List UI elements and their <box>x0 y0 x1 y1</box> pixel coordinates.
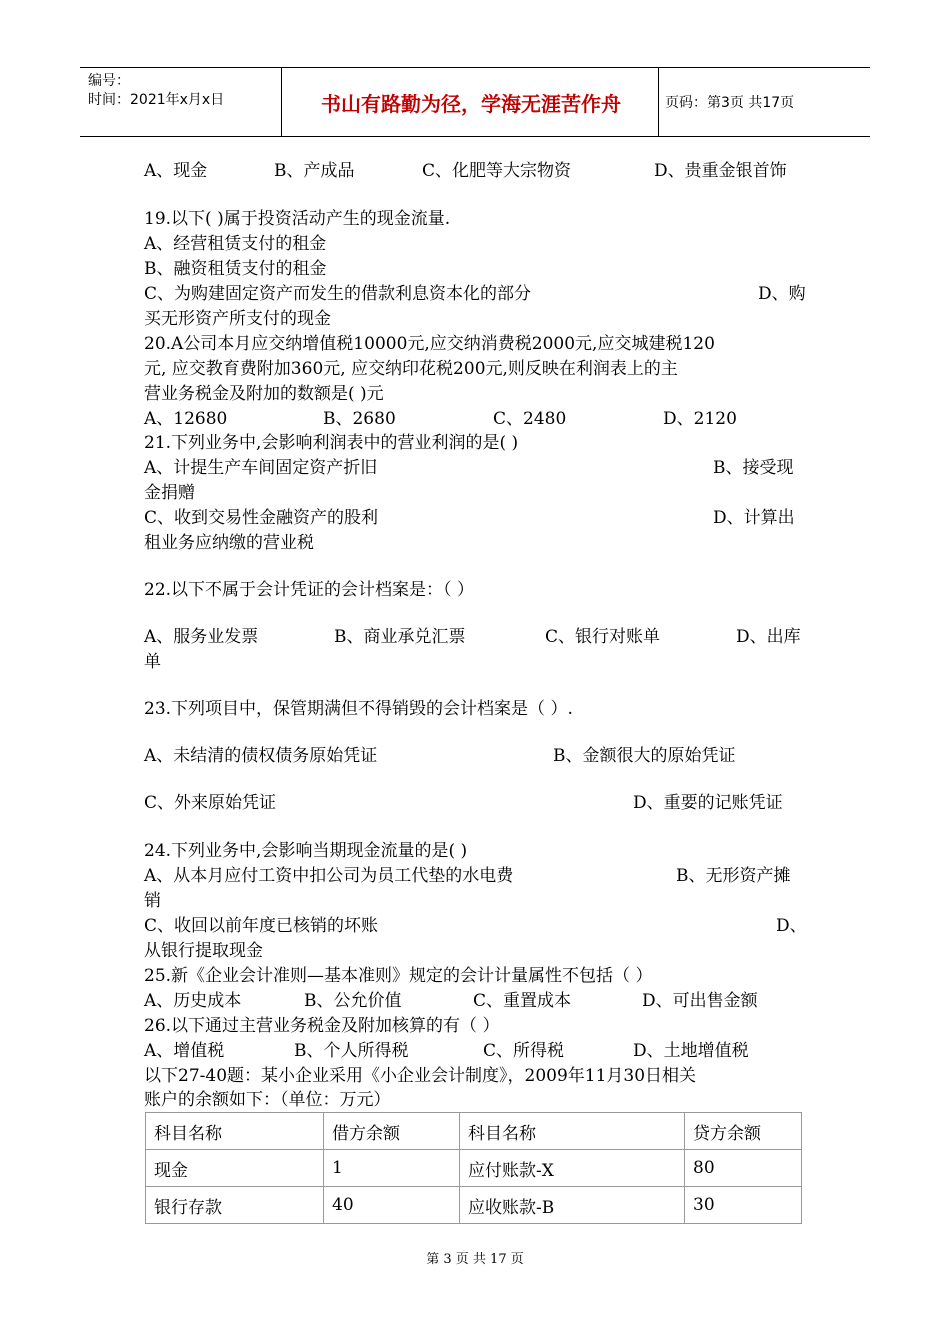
option-c: C、化肥等大宗物资 <box>422 161 572 181</box>
question-23: 23.下列项目中，保管期满但不得销毁的会计档案是（ ）. <box>144 699 573 719</box>
option-b-cont: 销 <box>144 891 161 911</box>
option-d-cont: 租业务应纳缴的营业税 <box>144 533 314 553</box>
table-cell: 应付账款-X <box>460 1150 685 1187</box>
question-22: 22.以下不属于会计凭证的会计档案是：（ ） <box>144 580 474 600</box>
option-a: A、计提生产车间固定资产折旧 <box>144 458 378 478</box>
option-b: B、个人所得税 <box>294 1041 409 1061</box>
option-d: D、贵重金银首饰 <box>654 161 787 181</box>
table-header: 贷方余额 <box>685 1113 802 1150</box>
option-b-cont: 金捐赠 <box>144 483 195 503</box>
option-c: C、收回以前年度已核销的坏账 <box>144 916 379 936</box>
table-cell: 30 <box>685 1187 802 1224</box>
option-d-cont: 单 <box>144 652 161 672</box>
option-d: D、计算出 <box>713 508 795 528</box>
section-intro-cont: 账户的余额如下：（单位：万元） <box>144 1090 391 1110</box>
option-b: B、接受现 <box>713 458 794 478</box>
option-d: D、可出售金额 <box>642 991 758 1011</box>
header-info <box>88 72 224 110</box>
table-cell: 应收账款-B <box>460 1187 685 1224</box>
table-header-row <box>146 1113 802 1150</box>
table-cell: 40 <box>324 1187 460 1224</box>
option-d: D、土地增值税 <box>633 1041 749 1061</box>
option-d: D、2120 <box>663 409 737 429</box>
question-20: 20.A公司本月应交纳增值税10000元,应交纳消费税2000元,应交城建税120 <box>144 334 715 354</box>
option-c: C、银行对账单 <box>545 627 661 647</box>
table-header: 科目名称 <box>460 1113 685 1150</box>
question-20-cont: 元, 应交教育费附加360元, 应交纳印花税200元,则反映在利润表上的主 <box>144 359 678 379</box>
table-header: 科目名称 <box>146 1113 324 1150</box>
table-header: 借方余额 <box>324 1113 460 1150</box>
table-cell: 现金 <box>146 1150 324 1187</box>
question-21: 21.下列业务中,会影响利润表中的营业利润的是( ) <box>144 433 519 453</box>
question-20-cont: 营业务税金及附加的数额是( )元 <box>144 384 384 404</box>
option-b: B、公允价值 <box>304 991 402 1011</box>
option-a: A、12680 <box>144 409 228 429</box>
header-divider <box>658 68 659 136</box>
question-25: 25.新《企业会计准则—基本准则》规定的会计计量属性不包括（ ） <box>144 966 653 986</box>
option-a: A、未结清的债权债务原始凭证 <box>144 746 378 766</box>
option-d-cont: 买无形资产所支付的现金 <box>144 309 331 329</box>
table-row <box>146 1187 802 1224</box>
option-a: A、从本月应付工资中扣公司为员工代垫的水电费 <box>144 866 514 886</box>
question-19: 19.以下( )属于投资活动产生的现金流量. <box>144 209 451 229</box>
option-a: A、服务业发票 <box>144 627 259 647</box>
number-label: 编号： <box>88 73 130 89</box>
header-divider <box>281 68 282 136</box>
option-d: D、购 <box>758 284 806 304</box>
option-c: C、所得税 <box>483 1041 565 1061</box>
option-b: B、商业承兑汇票 <box>334 627 466 647</box>
section-intro: 以下27-40题：某小企业采用《小企业会计制度》，2009年11月30日相关 <box>144 1066 697 1086</box>
option-b: B、融资租赁支付的租金 <box>144 259 327 279</box>
table-cell: 80 <box>685 1150 802 1187</box>
header-motto: 书山有路勤为径，学海无涯苦作舟 <box>321 91 621 116</box>
option-c: C、收到交易性金融资产的股利 <box>144 508 379 528</box>
table-cell: 1 <box>324 1150 460 1187</box>
option-c: C、外来原始凭证 <box>144 793 277 813</box>
option-d: D、重要的记账凭证 <box>633 793 783 813</box>
table-row <box>146 1150 802 1187</box>
page-footer: 第 3 页 共 17 页 <box>426 1252 524 1267</box>
option-a: A、现金 <box>144 161 208 181</box>
option-b: B、金额很大的原始凭证 <box>553 746 736 766</box>
option-c: C、重置成本 <box>473 991 572 1011</box>
page-header <box>80 67 870 137</box>
header-page-code: 页码：第3页 共17页 <box>665 95 795 111</box>
option-a: A、增值税 <box>144 1041 225 1061</box>
balance-table <box>145 1112 802 1224</box>
question-24: 24.下列业务中,会影响当期现金流量的是( ) <box>144 841 468 861</box>
option-b: B、2680 <box>323 409 396 429</box>
option-a: A、历史成本 <box>144 991 242 1011</box>
option-a: A、经营租赁支付的租金 <box>144 234 327 254</box>
option-c: C、2480 <box>493 409 567 429</box>
question-26: 26.以下通过主营业务税金及附加核算的有（ ） <box>144 1016 500 1036</box>
option-d-cont: 从银行提取现金 <box>144 941 263 961</box>
time-label: 时间：2021年x月x日 <box>88 92 225 108</box>
option-d: D、 <box>776 916 807 936</box>
table-cell: 银行存款 <box>146 1187 324 1224</box>
option-c: C、为购建固定资产而发生的借款利息资本化的部分 <box>144 284 532 304</box>
option-d: D、出库 <box>736 627 801 647</box>
option-b: B、产成品 <box>274 161 355 181</box>
option-b: B、无形资产摊 <box>676 866 791 886</box>
